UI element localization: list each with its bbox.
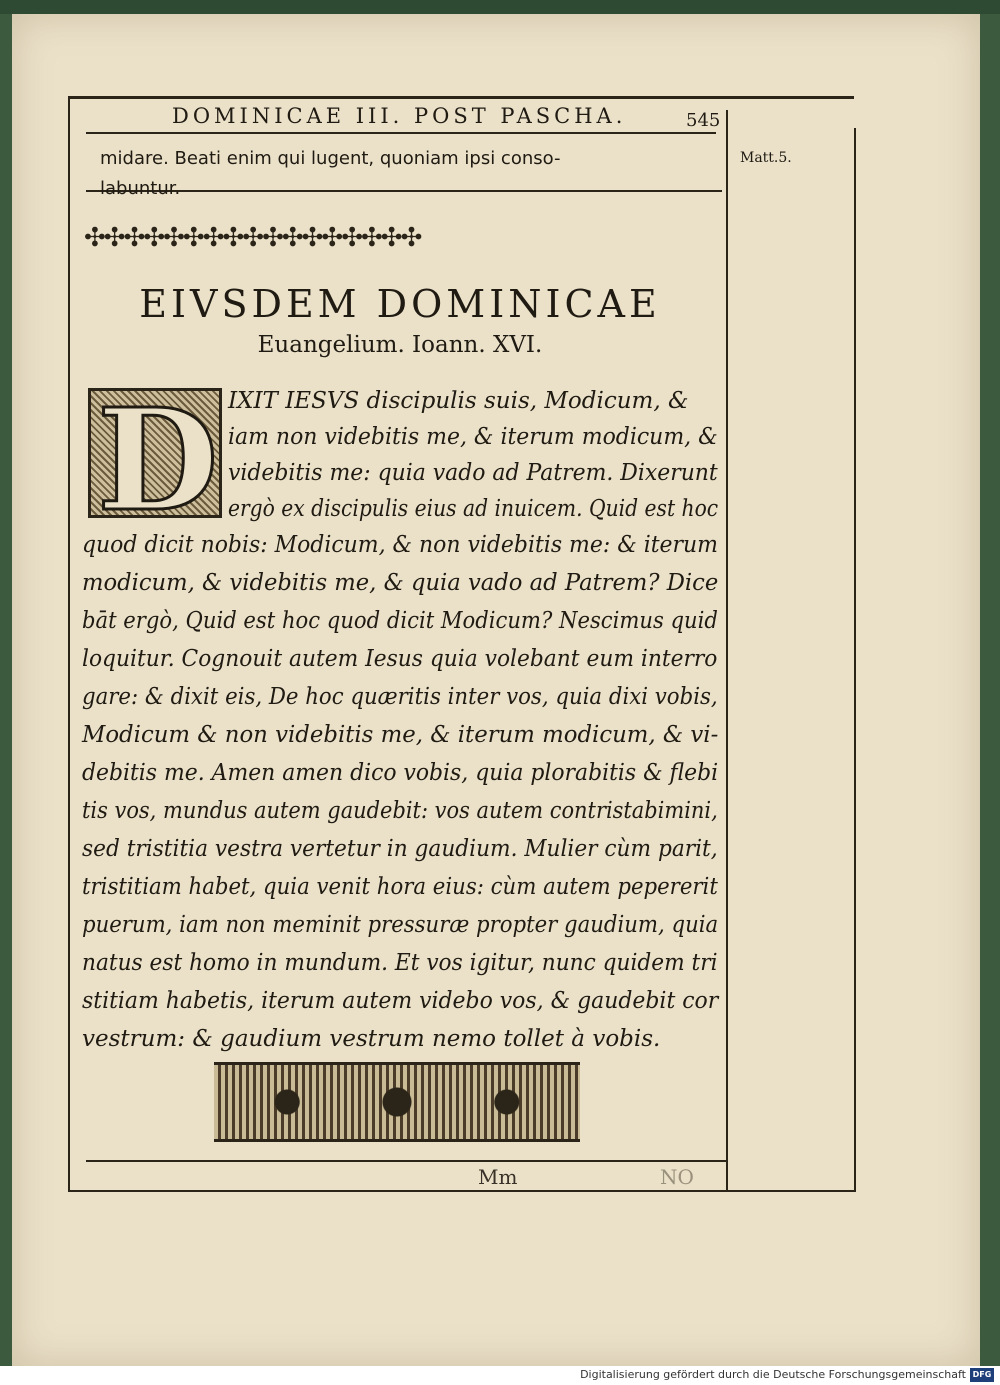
marginal-note: Matt.5. xyxy=(740,150,792,166)
bottom-rule xyxy=(86,1160,726,1162)
initial-letter: D xyxy=(97,379,219,543)
body-line: iam non videbitis me, & iterum modicum, & xyxy=(228,424,718,450)
catchword: NO xyxy=(660,1165,694,1189)
ornamental-tailpiece xyxy=(214,1062,580,1142)
body-line: puerum, iam non meminit pressuræ propter gaudium, quia xyxy=(82,912,719,938)
base-rule xyxy=(68,1190,856,1192)
footer-bar xyxy=(0,1366,1000,1385)
decorated-initial xyxy=(88,379,222,543)
body-line: gare: & dixit eis, De hoc quæritis inter vos, quia dixi vobis, xyxy=(82,684,718,710)
running-title: DOMINICAE III. POST PASCHA. xyxy=(172,104,627,128)
body-line: IXIT IESVS discipulis suis, Modicum, & xyxy=(228,388,689,414)
left-frame-rule xyxy=(68,96,70,1192)
body-line: stitiam habetis, iterum autem videbo vos, & gaudebit cor xyxy=(82,988,719,1014)
section-heading: EIVSDEM DOMINICAE xyxy=(139,282,661,326)
body-line: natus est homo in mundum. Et vos igitur, nunc quidem tri xyxy=(82,950,718,976)
body-line: ergò ex discipulis eius ad inuicem. Quid est hoc xyxy=(228,496,719,522)
body-line: videbitis me: quia vado ad Patrem. Dixerunt xyxy=(228,460,718,486)
body-line: tis vos, mundus autem gaudebit: vos autem contristabimini, xyxy=(82,798,718,824)
ornament-band: ✣✣✣✣✣✣✣✣✣✣✣✣✣✣✣✣✣ xyxy=(84,223,421,253)
body-line: vestrum: & gaudium vestrum nemo tollet à vobis. xyxy=(82,1026,661,1052)
signature-mark: Mm xyxy=(478,1165,518,1189)
body-line: debitis me. Amen amen dico vobis, quia plorabitis & flebi xyxy=(82,760,719,786)
body-line: Modicum & non videbitis me, & iterum modicum, & vi- xyxy=(82,722,719,748)
header-rule xyxy=(86,132,716,134)
text-column-rule xyxy=(726,110,728,1192)
section-subheading: Euangelium. Ioann. XVI. xyxy=(257,332,543,358)
dfg-logo: DFG xyxy=(970,1368,994,1382)
margin-column-rule xyxy=(854,128,856,1192)
body-line: sed tristitia vestra vertetur in gaudium. Mulier cùm parit, xyxy=(82,836,718,862)
previous-page-continuation: midare. Beati enim qui lugent, quoniam ipsi conso- labuntur. xyxy=(100,148,561,199)
page-number: 545 xyxy=(686,110,721,131)
body-line: quod dicit nobis: Modicum, & non videbitis me: & iterum xyxy=(82,532,718,558)
funding-credit: Digitalisierung gefördert durch die Deutsche Forschungsgemeinschaft xyxy=(580,1368,966,1381)
body-line: loquitur. Cognouit autem Iesus quia volebant eum interro xyxy=(82,646,718,672)
body-line: tristitiam habet, quia venit hora eius: cùm autem pepererit xyxy=(82,874,718,900)
top-rule xyxy=(70,96,854,99)
body-line: modicum, & videbitis me, & quia vado ad Patrem? Dice xyxy=(82,570,719,596)
scan-frame xyxy=(0,0,1000,14)
body-line: bāt ergò, Quid est hoc quod dicit Modicum? Nescimus quid xyxy=(82,608,718,634)
